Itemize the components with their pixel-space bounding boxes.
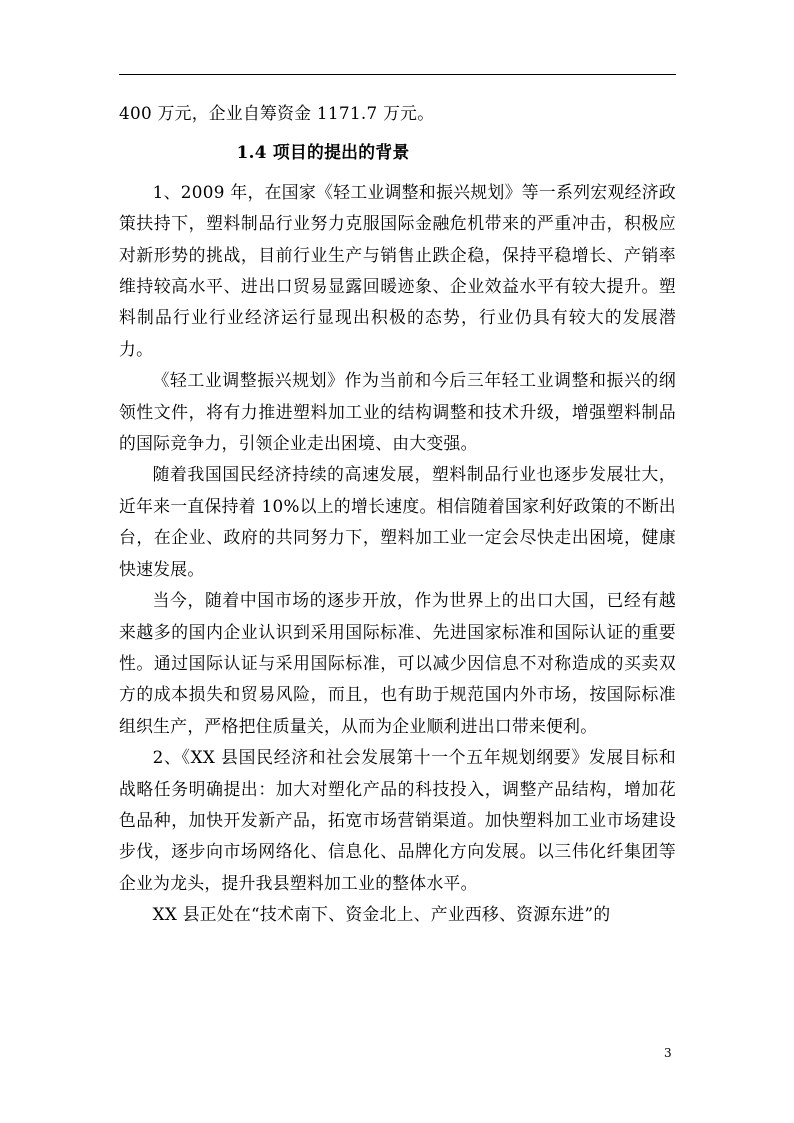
continuation-text: 400 万元，企业自筹资金 1171.7 万元。 bbox=[119, 103, 435, 123]
paragraph-2: 《轻工业调整振兴规划》作为当前和今后三年轻工业调整和振兴的纲领性文件，将有力推进塑料加工业的结构调整和技术升级，增强塑料制品的国际竞争力，引领企业走出困境、由大变强。 bbox=[119, 370, 676, 454]
header-rule bbox=[119, 74, 676, 75]
page-number: 3 bbox=[664, 1046, 672, 1060]
paragraph-1: 1、2009 年，在国家《轻工业调整和振兴规划》等一系列宏观经济政策扶持下，塑料制品行业努力克服国际金融危机带来的严重冲击，积极应对新形势的挑战，目前行业生产与销售止跌企稳，保持平稳增长、产销率维持较高水平、进出口贸易显露回暖迹象、企业效益水平有较大提升。塑料制品行业行业经济运行显现出积极的态势，行业仍具有较大的发展潜力。 bbox=[119, 181, 676, 359]
paragraph-5: 2、《XX 县国民经济和社会发展第十一个五年规划纲要》发展目标和战略任务明确提出：加大对塑化产品的科技投入，调整产品结构，增加花色品种，加快开发新产品，拓宽市场营销渠道。加快塑料加工业市场建设步伐，逐步向市场网络化、信息化、品牌化方向发展。以三伟化纤集团等企业为龙头，提升我县塑料加工业的整体水平。 bbox=[119, 747, 676, 893]
paragraph-6: XX 县正处在“技术南下、资金北上、产业西移、资源东进”的 bbox=[152, 904, 611, 925]
paragraph-3: 随着我国国民经济持续的高速发展，塑料制品行业也逐步发展壮大，近年来一直保持着 10%以上的增长速度。相信随着国家利好政策的不断出台，在企业、政府的共同努力下，塑料加工业一定会尽快走出困境，健康快速发展。 bbox=[119, 464, 676, 579]
page-body bbox=[119, 98, 676, 931]
paragraph-4: 当今，随着中国市场的逐步开放，作为世界上的出口大国，已经有越来越多的国内企业认识到采用国际标准、先进国家标准和国际认证的重要性。通过国际认证与采用国际标准，可以减少因信息不对称造成的买卖双方的成本损失和贸易风险，而且，也有助于规范国内外市场，按国际标准组织生产，严格把住质量关，从而为企业顺利进出口带来便利。 bbox=[119, 590, 676, 736]
section-heading: 1.4 项目的提出的背景 bbox=[236, 142, 410, 163]
